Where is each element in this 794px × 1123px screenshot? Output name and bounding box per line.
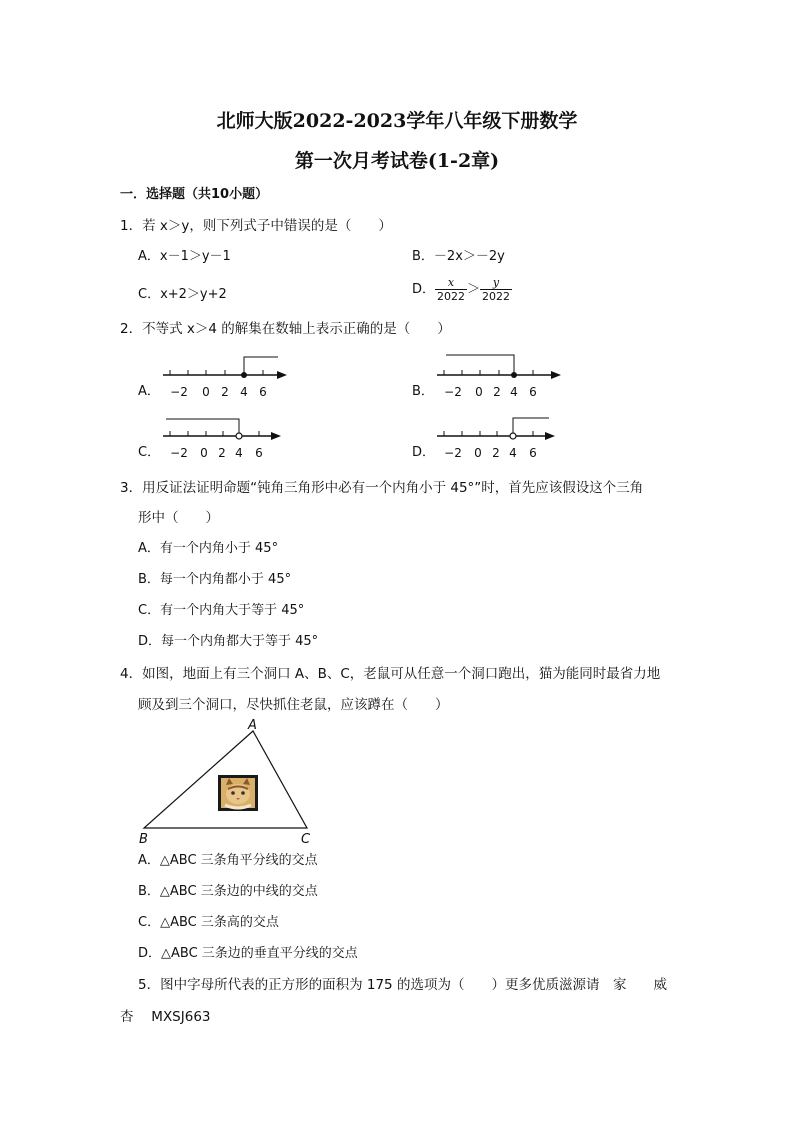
tick-label: 0 — [200, 446, 208, 460]
q3-option-a: A．有一个内角小于 45° — [138, 541, 279, 556]
open-dot — [510, 433, 516, 439]
q4-option-b: B．△ABC 三条边的中线的交点 — [138, 884, 318, 899]
q3-option-b: B．每一个内角都小于 45° — [138, 572, 292, 587]
vertex-label-a: A — [248, 718, 257, 733]
q1-option-d-label: D． — [412, 282, 436, 297]
tick-label: 2 — [493, 385, 501, 399]
tick-label: 6 — [529, 385, 537, 399]
q1-fraction-y-numerator: y — [480, 276, 512, 290]
tick-label: −2 — [444, 385, 462, 399]
tick-label: 6 — [255, 446, 263, 460]
q4-stem-line1: 4．如图，地面上有三个洞口 A、B、C，老鼠可从任意一个洞口跑出，猫为能同时最省力地 — [120, 666, 661, 682]
tick-label: 0 — [202, 385, 210, 399]
q2-option-c-label: C． — [138, 445, 161, 460]
q1-fraction-y-denominator: 2022 — [482, 290, 511, 303]
q4-option-c: C．△ABC 三条高的交点 — [138, 915, 279, 930]
tick-label: 0 — [475, 385, 483, 399]
tick-label: 2 — [492, 446, 500, 460]
q1-gt-sign: ＞ — [467, 282, 481, 297]
q1-fraction-x — [435, 276, 467, 303]
q2-number-line-d — [429, 411, 569, 463]
q2-number-line-a — [155, 350, 295, 402]
open-dot — [236, 433, 242, 439]
q4-option-a: A．△ABC 三条角平分线的交点 — [138, 853, 318, 868]
q2-option-b-label: B． — [412, 384, 434, 399]
filled-dot — [511, 372, 517, 378]
tick-label: −2 — [444, 446, 462, 460]
tick-label: 6 — [529, 446, 537, 460]
q1-option-b: B．－2x＞－2y — [412, 249, 505, 264]
q3-stem-line1: 3．用反证法证明命题“钝角三角形中必有一个内角小于 45°”时，首先应该假设这个三角 — [120, 480, 644, 496]
tick-label: 0 — [474, 446, 482, 460]
q3-option-d: D．每一个内角都大于等于 45° — [138, 634, 319, 649]
q3-stem-line2: 形中（ ） — [138, 510, 219, 526]
q4-triangle-figure — [130, 715, 330, 850]
tick-label: −2 — [170, 446, 188, 460]
vertex-label-c: C — [301, 832, 311, 847]
q2-stem: 2．不等式 x＞4 的解集在数轴上表示正确的是（ ） — [120, 321, 451, 337]
q2-option-d-label: D． — [412, 445, 436, 460]
cat-icon — [218, 775, 258, 811]
tick-label: 4 — [510, 385, 518, 399]
q1-fraction-x-denominator: 2022 — [437, 290, 466, 303]
q1-option-c: C．x+2＞y+2 — [138, 287, 227, 302]
q5-stem-line2: 杏 MXSJ663 — [120, 1009, 211, 1025]
q1-fraction-x-numerator: x — [435, 276, 467, 290]
q1-option-a: A．x－1＞y－1 — [138, 249, 231, 264]
page-title-line2: 第一次月考试卷(1-2章) — [294, 150, 500, 172]
q2-number-line-b — [429, 350, 569, 402]
page-title-line1: 北师大版2022-2023学年八年级下册数学 — [216, 110, 578, 132]
q2-option-a-label: A． — [138, 384, 160, 399]
q5-stem-line1: 5．图中字母所代表的正方形的面积为 175 的选项为（ ）更多优质滋源请 家 威 — [138, 977, 667, 993]
vertex-label-b: B — [139, 832, 148, 847]
tick-label: 6 — [259, 385, 267, 399]
tick-label: 2 — [218, 446, 226, 460]
filled-dot — [241, 372, 247, 378]
q2-number-line-c — [155, 411, 295, 463]
q1-stem: 1．若 x＞y，则下列式子中错误的是（ ） — [120, 218, 392, 234]
q1-fraction-y — [480, 276, 512, 303]
q4-option-d: D．△ABC 三条边的垂直平分线的交点 — [138, 946, 358, 961]
q4-stem-line2: 顾及到三个洞口，尽快抓住老鼠，应该蹲在（ ） — [138, 697, 449, 713]
tick-label: 2 — [221, 385, 229, 399]
tick-label: 4 — [235, 446, 243, 460]
tick-label: 4 — [240, 385, 248, 399]
q3-option-c: C．有一个内角大于等于 45° — [138, 603, 305, 618]
tick-label: 4 — [509, 446, 517, 460]
tick-label: −2 — [170, 385, 188, 399]
q1-option-d — [412, 276, 512, 303]
section-heading: 一．选择题（共10小题） — [120, 187, 269, 202]
